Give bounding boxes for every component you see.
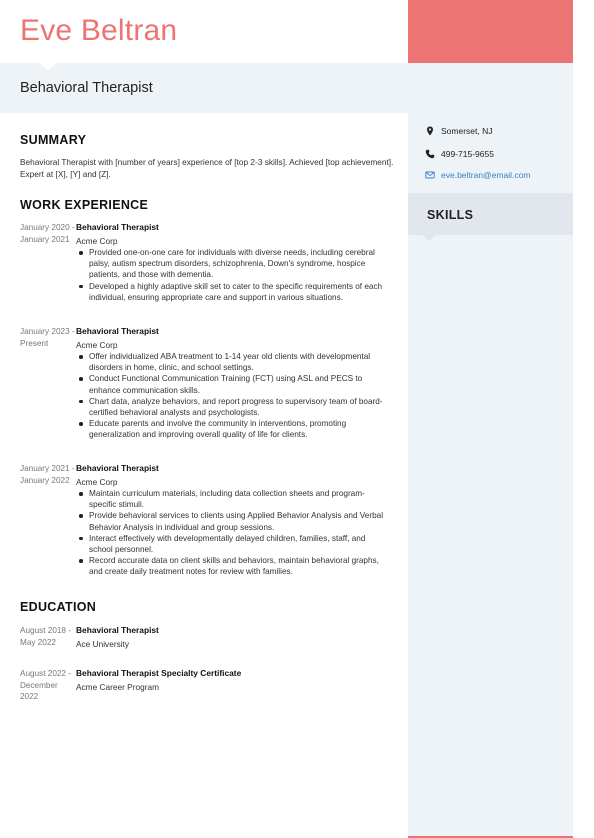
education-body (76, 668, 386, 693)
contact-location (425, 126, 493, 136)
skills-notch (422, 235, 436, 241)
location-pin-icon (425, 126, 435, 136)
job-bullets (76, 488, 386, 578)
job-body (76, 463, 386, 578)
bullet-item: Educate parents and involve the community in interventions, promoting generalization and improving overall quality of life for clients. (76, 418, 386, 440)
education-degree: Behavioral Therapist Specialty Certificate (76, 668, 242, 678)
page-margin (573, 0, 594, 838)
education-date: August 2018 - May 2022 (20, 626, 71, 647)
bullet-item: Provided one-on-one care for individuals with diverse needs, including cerebral palsy, autism spectrum disorders, schizophrenia, Down's syndrome, hospice patients, and those with dementia. (76, 247, 386, 281)
education-body (76, 625, 386, 650)
job-body (76, 326, 386, 441)
job-date: January 2021 - January 2022 (20, 464, 75, 485)
bullet-item: Provide behavioral services to clients using Applied Behavior Analysis and Verbal Behavior Analysis in individual and group sessions. (76, 510, 386, 532)
job-company: Acme Corp (76, 339, 118, 350)
education-date: August 2022 - December 2022 (20, 669, 71, 701)
education-degree: Behavioral Therapist (76, 625, 159, 635)
email-link[interactable]: eve.beltran@email.com (441, 170, 531, 180)
summary-heading: SUMMARY (20, 133, 87, 147)
job-title: Behavioral Therapist (20, 80, 153, 96)
education-heading: EDUCATION (20, 600, 97, 614)
band-notch (40, 63, 56, 70)
job-bullets (76, 247, 386, 303)
bullet-item: Developed a highly adaptive skill set to cater to the specific requirements of each individual, ensuring appropriate care and support in various situations. (76, 281, 386, 303)
bullet-item: Offer individualized ABA treatment to 1-14 year old clients with developmental disorders in home, clinic, and school settings. (76, 351, 386, 373)
contact-phone (425, 149, 494, 159)
job-role: Behavioral Therapist (76, 463, 159, 473)
contact-email[interactable] (425, 170, 530, 180)
phone-text: 499-715-9655 (441, 149, 494, 159)
job-body (76, 222, 386, 303)
phone-icon (425, 149, 435, 159)
job-date: January 2023 - Present (20, 327, 75, 348)
job-role: Behavioral Therapist (76, 326, 159, 336)
location-text: Somerset, NJ (441, 126, 493, 136)
bullet-item: Interact effectively with developmentally delayed children, families, staff, and school personnel. (76, 533, 386, 555)
job-date: January 2020 - January 2021 (20, 223, 75, 244)
summary-text: Behavioral Therapist with [number of years] experience of [top 2-3 skills]. Achieved [top achievement]. Expert at [X], [Y] and [Z]. (20, 157, 394, 179)
bullet-item: Conduct Functional Communication Training (FCT) using ASL and PECS to enhance communication skills. (76, 373, 386, 395)
skills-heading: SKILLS (427, 208, 474, 222)
job-role: Behavioral Therapist (76, 222, 159, 232)
mail-icon (425, 170, 435, 180)
job-company: Acme Corp (76, 235, 118, 246)
education-school: Acme Career Program (76, 681, 159, 692)
bullet-item: Chart data, analyze behaviors, and report progress to supervisory team of board-certified behavioral analysts and psychologists. (76, 396, 386, 418)
work-experience-heading: WORK EXPERIENCE (20, 198, 149, 212)
bullet-item: Record accurate data on client skills and behaviors, maintain behavioral graphs, and create daily treatment notes for review with families. (76, 555, 386, 577)
bullet-item: Maintain curriculum materials, including data collection sheets and program-specific stimuli. (76, 488, 386, 510)
header-accent-block (408, 0, 573, 63)
job-bullets (76, 351, 386, 441)
education-school: Ace University (76, 638, 130, 649)
candidate-name: Eve Beltran (20, 14, 178, 47)
job-company: Acme Corp (76, 476, 118, 487)
